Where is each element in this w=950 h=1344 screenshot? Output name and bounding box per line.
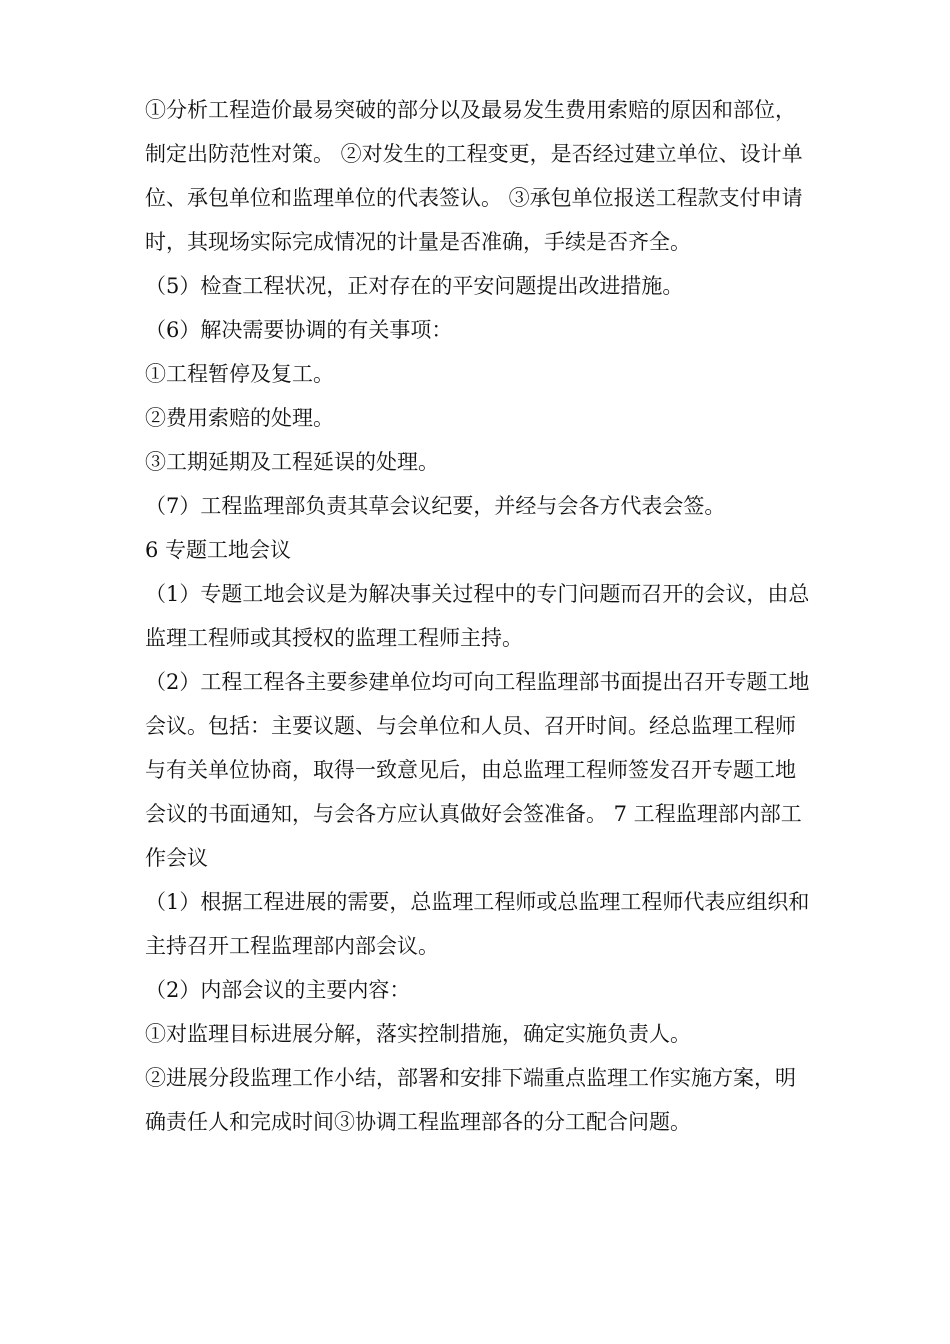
paragraph: （2）工程工程各主要参建单位均可向工程监理部书面提出召开专题工地会议。包括：主要议题、与会单位和人员、召开时间。经总监理工程师与有关单位协商，取得一致意见后，由总监理工程师签发召开专题工地会议的书面通知，与会各方应认真做好会签准备。 7 工程监理部内部工作会议 bbox=[145, 670, 810, 870]
paragraph: ①工程暂停及复工。 bbox=[145, 362, 334, 386]
section-heading: 6 专题工地会议 bbox=[145, 538, 292, 562]
paragraph: ②费用索赔的处理。 bbox=[145, 406, 334, 430]
paragraph: ①分析工程造价最易突破的部分以及最易发生费用索赔的原因和部位，制定出防范性对策。 ②对发生的工程变更，是否经过建立单位、设计单位、承包单位和监理单位的代表签认。 ③承包单位报送工程款支付申请时，其现场实际完成情况的计量是否准确，手续是否齐全。 bbox=[145, 98, 803, 254]
paragraph: （2）内部会议的主要内容： bbox=[145, 978, 411, 1002]
paragraph: （5）检查工程状况，正对存在的平安问题提出改进措施。 bbox=[145, 274, 684, 298]
document-body bbox=[145, 88, 815, 1144]
paragraph: ②进展分段监理工作小结，部署和安排下端重点监理工作实施方案，明确责任人和完成时间③协调工程监理部各的分工配合问题。 bbox=[145, 1066, 796, 1134]
paragraph: （1）专题工地会议是为解决事关过程中的专门问题而召开的会议，由总监理工程师或其授权的监理工程师主持。 bbox=[145, 582, 810, 650]
paragraph: （1）根据工程进展的需要，总监理工程师或总监理工程师代表应组织和主持召开工程监理部内部会议。 bbox=[145, 890, 810, 958]
paragraph: ③工期延期及工程延误的处理。 bbox=[145, 450, 439, 474]
paragraph: （7）工程监理部负责其草会议纪要，并经与会各方代表会签。 bbox=[145, 494, 726, 518]
paragraph: （6）解决需要协调的有关事项： bbox=[145, 318, 453, 342]
paragraph: ①对监理目标进展分解，落实控制措施，确定实施负责人。 bbox=[145, 1022, 691, 1046]
